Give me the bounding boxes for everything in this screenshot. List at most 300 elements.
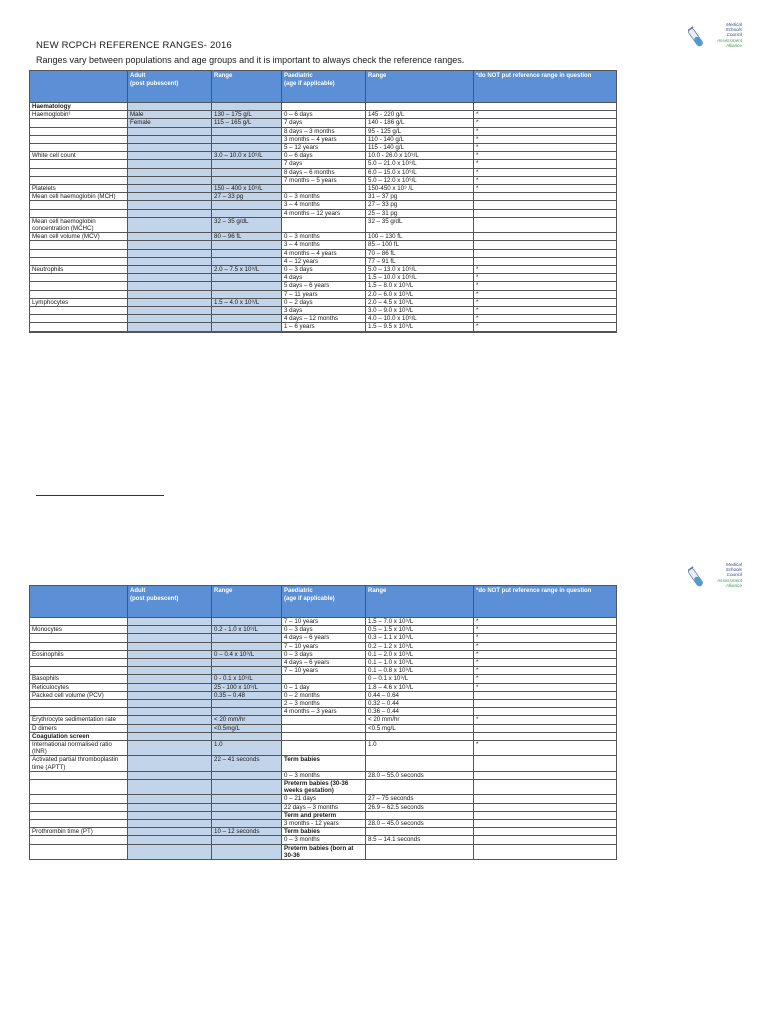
paediatric-age-cell: 0 – 2 months: [282, 691, 366, 699]
test-name-cell: [30, 771, 128, 779]
adult-group-cell: [128, 176, 212, 184]
table-row: [30, 803, 617, 811]
test-name-cell: [30, 780, 128, 795]
adult-range-cell: [212, 642, 282, 650]
test-name-cell: [30, 642, 128, 650]
paediatric-range-cell: [366, 756, 474, 771]
adult-range-cell: 115 – 165 g/L: [212, 119, 282, 127]
paediatric-age-cell: [282, 331, 366, 332]
paediatric-age-cell: 0 – 3 days: [282, 650, 366, 658]
adult-range-cell: 3.0 – 10.0 x 10⁹/L: [212, 152, 282, 160]
paediatric-age-cell: 7 – 11 years: [282, 290, 366, 298]
note-cell: [474, 691, 617, 699]
note-cell: *: [474, 298, 617, 306]
test-name-cell: Coagulation screen: [30, 732, 128, 740]
paediatric-age-cell: 4 days – 6 years: [282, 659, 366, 667]
adult-group-cell: [128, 667, 212, 675]
table-row: [30, 795, 617, 803]
paediatric-age-cell: 0 – 6 days: [282, 111, 366, 119]
paediatric-range-cell: 4.0 – 10.0 x 10⁹/L: [366, 315, 474, 323]
note-cell: [474, 756, 617, 771]
table-row: [30, 274, 617, 282]
adult-group-cell: [128, 724, 212, 732]
note-cell: *: [474, 626, 617, 634]
adult-range-cell: [212, 795, 282, 803]
table-row: [30, 675, 617, 683]
adult-group-cell: [128, 193, 212, 201]
header-note: *do NOT put reference range in question: [474, 71, 617, 103]
adult-range-cell: [212, 844, 282, 859]
adult-range-cell: < 20 mm/hr: [212, 716, 282, 724]
adult-group-cell: [128, 152, 212, 160]
paediatric-range-cell: 0.32 – 0.44: [366, 700, 474, 708]
adult-range-cell: [212, 732, 282, 740]
adult-range-cell: 25 - 100 x 10⁹/L: [212, 683, 282, 691]
adult-group-cell: [128, 201, 212, 209]
table-row: [30, 152, 617, 160]
adult-group-cell: [128, 217, 212, 232]
adult-group-cell: [128, 209, 212, 217]
adult-group-cell: [128, 795, 212, 803]
adult-range-cell: [212, 700, 282, 708]
paediatric-age-cell: 7 – 10 years: [282, 667, 366, 675]
paediatric-range-cell: 1.5 – 8.0 x 10⁹/L: [366, 282, 474, 290]
note-cell: *: [474, 119, 617, 127]
adult-range-cell: [212, 274, 282, 282]
paediatric-range-cell: 1.5 – 10.0 x 10⁹/L: [366, 274, 474, 282]
test-name-cell: [30, 315, 128, 323]
test-name-cell: [30, 708, 128, 716]
paediatric-range-cell: 31 – 37 pg: [366, 193, 474, 201]
paediatric-age-cell: 0 – 6 days: [282, 152, 366, 160]
adult-range-cell: [212, 160, 282, 168]
paediatric-age-cell: 3 months – 4 years: [282, 135, 366, 143]
test-name-cell: White cell count: [30, 152, 128, 160]
paediatric-range-cell: 95 - 125 g/L: [366, 127, 474, 135]
adult-group-cell: [128, 249, 212, 257]
note-cell: [474, 811, 617, 819]
note-cell: [474, 836, 617, 844]
test-name-cell: D dimers: [30, 724, 128, 732]
table-row: [30, 659, 617, 667]
adult-range-cell: 0 – 0.4 x 10⁹/L: [212, 650, 282, 658]
note-cell: [474, 103, 617, 111]
adult-range-cell: 0.2 - 1.0 x 10⁹/L: [212, 626, 282, 634]
note-cell: [474, 724, 617, 732]
test-name-cell: [30, 201, 128, 209]
table-row: [30, 634, 617, 642]
adult-group-cell: [128, 811, 212, 819]
paediatric-age-cell: [282, 732, 366, 740]
paediatric-range-cell: 0.3 – 1.1 x 10⁹/L: [366, 634, 474, 642]
adult-range-cell: [212, 127, 282, 135]
paediatric-range-cell: 8.5 – 14.1 seconds: [366, 836, 474, 844]
adult-range-cell: 130 – 175 g/L: [212, 111, 282, 119]
msc-logo: Medical Schools Council Assessment Alliance: [688, 562, 738, 600]
table-row: [30, 691, 617, 699]
adult-group-cell: [128, 700, 212, 708]
msc-logo: Medical Schools Council Assessment Alliance: [688, 22, 738, 60]
paediatric-range-cell: < 20 mm/hr: [366, 716, 474, 724]
note-cell: *: [474, 176, 617, 184]
paediatric-age-cell: [282, 724, 366, 732]
paediatric-range-cell: 0.1 – 0.8 x 10⁹/L: [366, 667, 474, 675]
table-row: [30, 323, 617, 331]
adult-group-cell: [128, 634, 212, 642]
note-cell: *: [474, 716, 617, 724]
note-cell: [474, 193, 617, 201]
adult-group-cell: [128, 135, 212, 143]
note-cell: [474, 732, 617, 740]
adult-group-cell: [128, 274, 212, 282]
paediatric-range-cell: 2.0 – 6.0 x 10⁹/L: [366, 290, 474, 298]
paediatric-range-cell: [366, 811, 474, 819]
table-row: [30, 780, 617, 795]
note-cell: *: [474, 168, 617, 176]
paediatric-age-cell: 4 months – 3 years: [282, 708, 366, 716]
paediatric-age-cell: 3 months - 12 years: [282, 820, 366, 828]
test-name-cell: [30, 209, 128, 217]
paediatric-age-cell: 4 days – 6 years: [282, 634, 366, 642]
header-paediatric-range: Range: [366, 71, 474, 103]
table-row: [30, 217, 617, 232]
table-row: [30, 836, 617, 844]
paediatric-age-cell: 5 – 12 years: [282, 144, 366, 152]
paediatric-age-cell: Term babies: [282, 828, 366, 836]
test-name-cell: [30, 659, 128, 667]
adult-group-cell: [128, 650, 212, 658]
adult-range-cell: [212, 836, 282, 844]
paediatric-range-cell: 100 – 130 fL: [366, 233, 474, 241]
header-adult: Adult (post pubescent): [128, 586, 212, 618]
adult-group-cell: [128, 185, 212, 193]
test-name-cell: [30, 282, 128, 290]
adult-group-cell: [128, 836, 212, 844]
adult-group-cell: [128, 844, 212, 859]
adult-range-cell: [212, 144, 282, 152]
test-name-cell: [30, 323, 128, 331]
test-name-cell: [30, 127, 128, 135]
paediatric-age-cell: [282, 675, 366, 683]
table-row: [30, 732, 617, 740]
table-row: [30, 103, 617, 111]
paediatric-age-cell: 3 days: [282, 307, 366, 315]
paediatric-age-cell: Term and preterm: [282, 811, 366, 819]
adult-range-cell: 10 – 12 seconds: [212, 828, 282, 836]
paediatric-range-cell: 26.9 – 62.5 seconds: [366, 803, 474, 811]
paediatric-range-cell: 10.0 - 26.0 x 10⁹/L: [366, 152, 474, 160]
adult-range-cell: 27 – 33 pg: [212, 193, 282, 201]
paediatric-range-cell: 3.0 – 9.0 x 10⁹/L: [366, 307, 474, 315]
test-name-cell: Eosinophils: [30, 650, 128, 658]
adult-group-cell: [128, 820, 212, 828]
adult-range-cell: [212, 201, 282, 209]
note-cell: *: [474, 741, 617, 756]
paediatric-age-cell: 7 days: [282, 119, 366, 127]
note-cell: *: [474, 274, 617, 282]
test-name-cell: Neutrophils: [30, 266, 128, 274]
adult-group-cell: [128, 780, 212, 795]
test-name-cell: Reticulocytes: [30, 683, 128, 691]
paediatric-age-cell: 4 days: [282, 274, 366, 282]
test-name-cell: Mean cell haemoglobin (MCH): [30, 193, 128, 201]
test-name-cell: [30, 290, 128, 298]
table-row: [30, 298, 617, 306]
adult-range-cell: [212, 780, 282, 795]
paediatric-range-cell: 140 - 186 g/L: [366, 119, 474, 127]
note-cell: *: [474, 160, 617, 168]
note-cell: *: [474, 618, 617, 626]
test-name-cell: Platelets: [30, 185, 128, 193]
note-cell: *: [474, 152, 617, 160]
header-paediatric-range: Range: [366, 586, 474, 618]
note-cell: [474, 257, 617, 265]
adult-group-cell: [128, 298, 212, 306]
table-row: [30, 233, 617, 241]
reference-table-page-1: [29, 70, 617, 333]
adult-range-cell: [212, 209, 282, 217]
adult-group-cell: [128, 708, 212, 716]
adult-range-cell: 80 – 96 fL: [212, 233, 282, 241]
adult-range-cell: [212, 659, 282, 667]
adult-group-cell: [128, 257, 212, 265]
paediatric-range-cell: 6.0 – 15.0 x 10⁹/L: [366, 168, 474, 176]
paediatric-range-cell: 150-450 x 10⁹ /L: [366, 185, 474, 193]
adult-range-cell: 32 – 35 g/dL: [212, 217, 282, 232]
table-row: [30, 618, 617, 626]
table-row: [30, 185, 617, 193]
note-cell: *: [474, 290, 617, 298]
test-name-cell: [30, 241, 128, 249]
note-cell: [474, 708, 617, 716]
adult-range-cell: [212, 820, 282, 828]
adult-range-cell: [212, 282, 282, 290]
header-adult: Adult (post pubescent): [128, 71, 212, 103]
note-cell: *: [474, 315, 617, 323]
adult-group-cell: [128, 626, 212, 634]
paediatric-range-cell: 70 – 86 fL: [366, 249, 474, 257]
paediatric-age-cell: 3 – 4 months: [282, 241, 366, 249]
adult-range-cell: [212, 771, 282, 779]
note-cell: [474, 331, 617, 332]
adult-group-cell: [128, 241, 212, 249]
test-name-cell: Basophils: [30, 675, 128, 683]
test-name-cell: Haematology: [30, 103, 128, 111]
table-row: [30, 667, 617, 675]
paediatric-range-cell: <0.5 mg/L: [366, 724, 474, 732]
paediatric-age-cell: 0 – 2 days: [282, 298, 366, 306]
test-name-cell: [30, 274, 128, 282]
test-name-cell: Monocytes: [30, 626, 128, 634]
table-row: [30, 626, 617, 634]
adult-group-cell: Female: [128, 119, 212, 127]
adult-group-cell: [128, 659, 212, 667]
paediatric-range-cell: 27 – 33 pg: [366, 201, 474, 209]
test-name-cell: [30, 700, 128, 708]
paediatric-age-cell: 0 – 21 days: [282, 795, 366, 803]
paediatric-age-cell: 0 – 1 day: [282, 683, 366, 691]
table-row: [30, 290, 617, 298]
note-cell: [474, 241, 617, 249]
header-range: Range: [212, 71, 282, 103]
paediatric-range-cell: 85 – 100 fL: [366, 241, 474, 249]
adult-range-cell: [212, 249, 282, 257]
table-row: [30, 176, 617, 184]
note-cell: *: [474, 650, 617, 658]
document-title: NEW RCPCH REFERENCE RANGES- 2016: [36, 40, 232, 51]
paediatric-age-cell: 7 days: [282, 160, 366, 168]
adult-range-cell: [212, 803, 282, 811]
paediatric-age-cell: 3 – 4 months: [282, 201, 366, 209]
adult-range-cell: [212, 168, 282, 176]
table-row: [30, 331, 617, 332]
adult-group-cell: [128, 732, 212, 740]
note-cell: [474, 201, 617, 209]
adult-range-cell: 2.0 – 7.5 x 10⁹/L: [212, 266, 282, 274]
adult-group-cell: [128, 642, 212, 650]
paediatric-age-cell: 4 months – 4 years: [282, 249, 366, 257]
paediatric-range-cell: 115 - 140 g/L: [366, 144, 474, 152]
paediatric-range-cell: 110 - 140 g/L: [366, 135, 474, 143]
test-name-cell: [30, 667, 128, 675]
note-cell: *: [474, 642, 617, 650]
paediatric-range-cell: 2.0 – 4.5 x 10⁹/L: [366, 298, 474, 306]
adult-range-cell: 1.5 – 4.0 x 10⁹/L: [212, 298, 282, 306]
table-row: [30, 144, 617, 152]
test-name-cell: [30, 160, 128, 168]
paediatric-range-cell: 1.0: [366, 741, 474, 756]
test-name-cell: [30, 176, 128, 184]
paediatric-age-cell: 2 – 3 months: [282, 700, 366, 708]
test-name-cell: Prothrombin time (PT): [30, 828, 128, 836]
adult-group-cell: [128, 103, 212, 111]
test-name-cell: Erythrocyte sedimentation rate: [30, 716, 128, 724]
table-row: [30, 160, 617, 168]
note-cell: [474, 844, 617, 859]
adult-range-cell: [212, 241, 282, 249]
adult-group-cell: [128, 144, 212, 152]
note-cell: *: [474, 634, 617, 642]
test-name-cell: International normalised ratio (INR): [30, 741, 128, 756]
test-name-cell: Lymphocytes: [30, 298, 128, 306]
paediatric-age-cell: 0 – 3 months: [282, 771, 366, 779]
test-name-cell: Packed cell volume (PCV): [30, 691, 128, 699]
test-name-cell: [30, 168, 128, 176]
table-row: [30, 724, 617, 732]
adult-group-cell: [128, 168, 212, 176]
adult-group-cell: [128, 683, 212, 691]
adult-group-cell: [128, 290, 212, 298]
paediatric-range-cell: 0.5 – 1.5 x 10⁹/L: [366, 626, 474, 634]
table-row: [30, 282, 617, 290]
note-cell: *: [474, 282, 617, 290]
adult-group-cell: [128, 691, 212, 699]
note-cell: [474, 217, 617, 232]
table-row: [30, 642, 617, 650]
paediatric-range-cell: 145 - 220 g/L: [366, 111, 474, 119]
adult-group-cell: [128, 803, 212, 811]
paediatric-range-cell: 0 – 0.1 x 10⁹/L: [366, 675, 474, 683]
paediatric-range-cell: 32 – 35 g/dL: [366, 217, 474, 232]
footnote-rule: [36, 495, 164, 496]
paediatric-age-cell: 0 – 3 days: [282, 266, 366, 274]
adult-range-cell: 1.0: [212, 741, 282, 756]
test-name-cell: [30, 135, 128, 143]
table-row: [30, 209, 617, 217]
paediatric-age-cell: Preterm babies (born at 30-36: [282, 844, 366, 859]
table-row: [30, 127, 617, 135]
table-row: [30, 811, 617, 819]
paediatric-range-cell: 28.0 – 55.0 seconds: [366, 771, 474, 779]
adult-range-cell: [212, 331, 282, 332]
test-name-cell: [30, 331, 128, 332]
paediatric-range-cell: 1.5 – 7.0 x 10⁹/L: [366, 618, 474, 626]
table-row: [30, 249, 617, 257]
note-cell: *: [474, 659, 617, 667]
table-row: [30, 771, 617, 779]
adult-range-cell: <0.5mg/L: [212, 724, 282, 732]
table-row: [30, 683, 617, 691]
table-row: [30, 201, 617, 209]
table-row: [30, 266, 617, 274]
paediatric-range-cell: 25 – 31 pg: [366, 209, 474, 217]
table-row: [30, 168, 617, 176]
paediatric-age-cell: 0 – 3 days: [282, 626, 366, 634]
test-name-cell: [30, 257, 128, 265]
adult-range-cell: [212, 290, 282, 298]
table-row: [30, 315, 617, 323]
note-cell: [474, 771, 617, 779]
table-row: [30, 700, 617, 708]
paediatric-age-cell: [282, 217, 366, 232]
table-row: [30, 844, 617, 859]
adult-range-cell: [212, 315, 282, 323]
test-name-cell: [30, 811, 128, 819]
table-row: [30, 119, 617, 127]
adult-range-cell: [212, 667, 282, 675]
paediatric-age-cell: [282, 741, 366, 756]
paediatric-age-cell: 4 days – 12 months: [282, 315, 366, 323]
adult-range-cell: [212, 176, 282, 184]
header-paediatric: Paediatric (age if applicable): [282, 586, 366, 618]
paediatric-range-cell: 77 – 91 fL: [366, 257, 474, 265]
header-range: Range: [212, 586, 282, 618]
adult-range-cell: [212, 257, 282, 265]
table-row: [30, 650, 617, 658]
adult-group-cell: Male: [128, 111, 212, 119]
paediatric-range-cell: 5.0 – 21.0 x 10⁹/L: [366, 160, 474, 168]
note-cell: *: [474, 127, 617, 135]
table-row: [30, 828, 617, 836]
paediatric-range-cell: [366, 331, 474, 332]
header-paediatric: Paediatric (age if applicable): [282, 71, 366, 103]
paediatric-age-cell: [282, 716, 366, 724]
table-row: [30, 135, 617, 143]
adult-range-cell: [212, 708, 282, 716]
adult-group-cell: [128, 756, 212, 771]
note-cell: [474, 820, 617, 828]
note-cell: *: [474, 683, 617, 691]
paediatric-range-cell: 27 – 75 seconds: [366, 795, 474, 803]
test-name-cell: [30, 820, 128, 828]
test-name-cell: Mean cell volume (MCV): [30, 233, 128, 241]
reference-table-page-2: [29, 585, 617, 860]
paediatric-range-cell: [366, 780, 474, 795]
table-row: [30, 708, 617, 716]
adult-group-cell: [128, 307, 212, 315]
header-note: *do NOT put reference range in question: [474, 586, 617, 618]
adult-group-cell: [128, 160, 212, 168]
